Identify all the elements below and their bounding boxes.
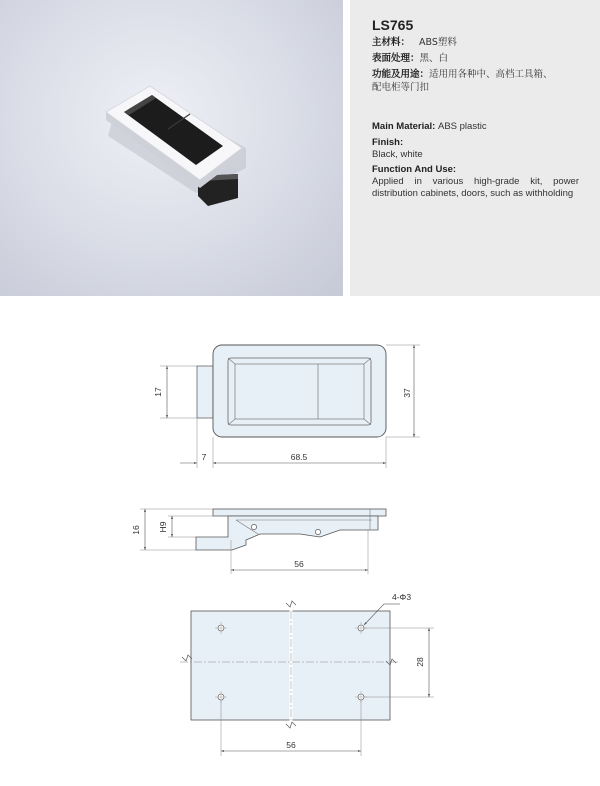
cn-finish-label: 表面处理： [372,53,420,64]
side-view-drawing [131,509,386,574]
cn-use-label: 功能及用途： [372,69,430,80]
top-view-frame [213,345,386,437]
cutout-drawing [180,592,434,756]
cn-finish-value: 黑、白 [419,53,449,64]
pivot-hole [315,529,320,534]
dim-label-56-cutout: 56 [286,740,296,750]
product-model: LS765 [372,17,414,33]
en-material-label: Main Material: [372,121,436,132]
top-view-tab [197,366,213,418]
en-use-value: Applied in various high-grade kit, power distribution cabinets, doors, such as withholding [372,176,579,199]
top-view-drawing [153,345,420,468]
side-view-flange [213,509,386,516]
en-material-value: ABS plastic [438,121,487,132]
cn-material-value: ABS塑料 [419,37,457,48]
dim-label-7: 7 [201,452,207,462]
side-view-body [196,516,378,550]
dim-label-37: 37 [402,388,412,398]
en-finish-value: Black, white [372,149,423,160]
dim-label-16: 16 [131,525,141,535]
dim-label-holes: 4-Φ3 [392,592,412,602]
en-finish-label: Finish: [372,137,404,148]
dim-label-17: 17 [153,387,163,397]
break-symbol [182,655,192,661]
dim-label-68-5: 68.5 [290,452,308,462]
en-use-label: Function And Use: [372,164,457,175]
dim-label-56-side: 56 [294,559,304,569]
dim-label-28: 28 [415,657,425,667]
cn-use-value-2: 配电柜等门扣 [372,82,430,93]
pivot-hole [251,524,256,529]
cn-material-label: 主材料： [372,37,411,48]
dim-label-h9: H9 [158,521,168,533]
cn-use-value-1: 适用用各种中、高档工具箱、 [429,69,553,80]
